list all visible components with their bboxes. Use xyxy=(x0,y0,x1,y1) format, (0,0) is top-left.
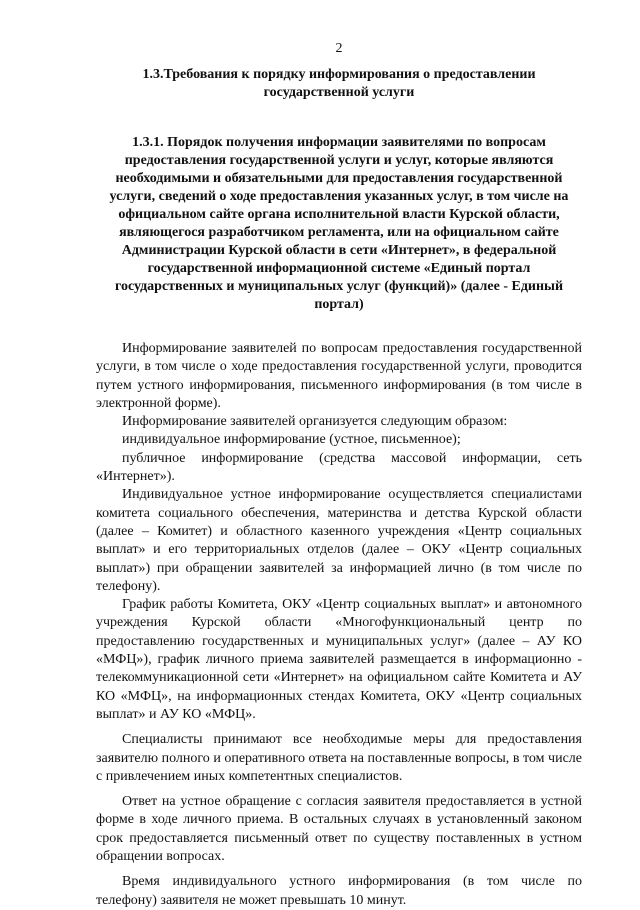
paragraph: Время индивидуального устного информирования (в том числе по телефону) заявителя не может превышать 10 минут. xyxy=(96,874,582,908)
paragraph: Ответ на устное обращение с согласия заявителя предоставляется в устной форме в ходе личного приема. В остальных случаях в установленный законом срок предоставляется письменный ответ по существу поставленных в устном обращении вопросах. xyxy=(96,794,582,865)
paragraph: Специалисты принимают все необходимые меры для предоставления заявителю полного и оперативного ответа на поставленные вопросы, в том числе с привлечением иных компетентных специалистов. xyxy=(96,732,582,784)
paragraph: График работы Комитета, ОКУ «Центр социальных выплат» и автономного учреждения Курской области «Многофункциональный центр по предоставлению государственных и муниципальных услуг» (далее – АУ КО «МФЦ»), график личного приема заявителей размещается в информационно - телекоммуникационной сети «Интернет» на официальном сайте Комитета и АУ КО «МФЦ», на информационных стендах Комитета, ОКУ «Центр социальных выплат» и АУ КО «МФЦ». xyxy=(96,597,582,722)
subsection-heading: 1.3.1. Порядок получения информации заявителями по вопросам предоставления государственной услуги и услуг, которые являются необходимыми и обязательными для предоставления государственной услуги, сведений о ходе предоставления указанных услуг, в том числе на официальном сайте органа исполнительной власти Курской области, являющегося разработчиком регламента, или на официальном сайте Администрации Курской области в сети «Интернет», в федеральной государственной информационной системе «Единый портал государственных и муниципальных услуг (функций)» (далее - Единый портал) xyxy=(109,135,569,312)
body-text xyxy=(96,340,582,910)
paragraph: Информирование заявителей по вопросам предоставления государственной услуги, в том числе о ходе предоставления государственной услуги, проводится путем устного информирования, письменного информирования (в том числе в электронной форме). xyxy=(96,341,582,411)
paragraph: Индивидуальное устное информирование осуществляется специалистами комитета социального обеспечения, материнства и детства Курской области (далее – Комитет) и областного казенного учреждения «Центр социальных выплат» и его территориальных отделов (далее – ОКУ «Центр социальных выплат») при обращении заявителей за информацией лично (в том числе по телефону). xyxy=(96,487,582,594)
section-heading: 1.3.Требования к порядку информирования о предоставлении государственной услуги xyxy=(142,67,536,100)
page-number: 2 xyxy=(335,41,343,56)
paragraph: публичное информирование (средства массовой информации, сеть «Интернет»). xyxy=(96,450,582,485)
paragraph: индивидуальное информирование (устное, письменное); xyxy=(122,432,461,448)
paragraph: Информирование заявителей организуется следующим образом: xyxy=(122,414,508,430)
